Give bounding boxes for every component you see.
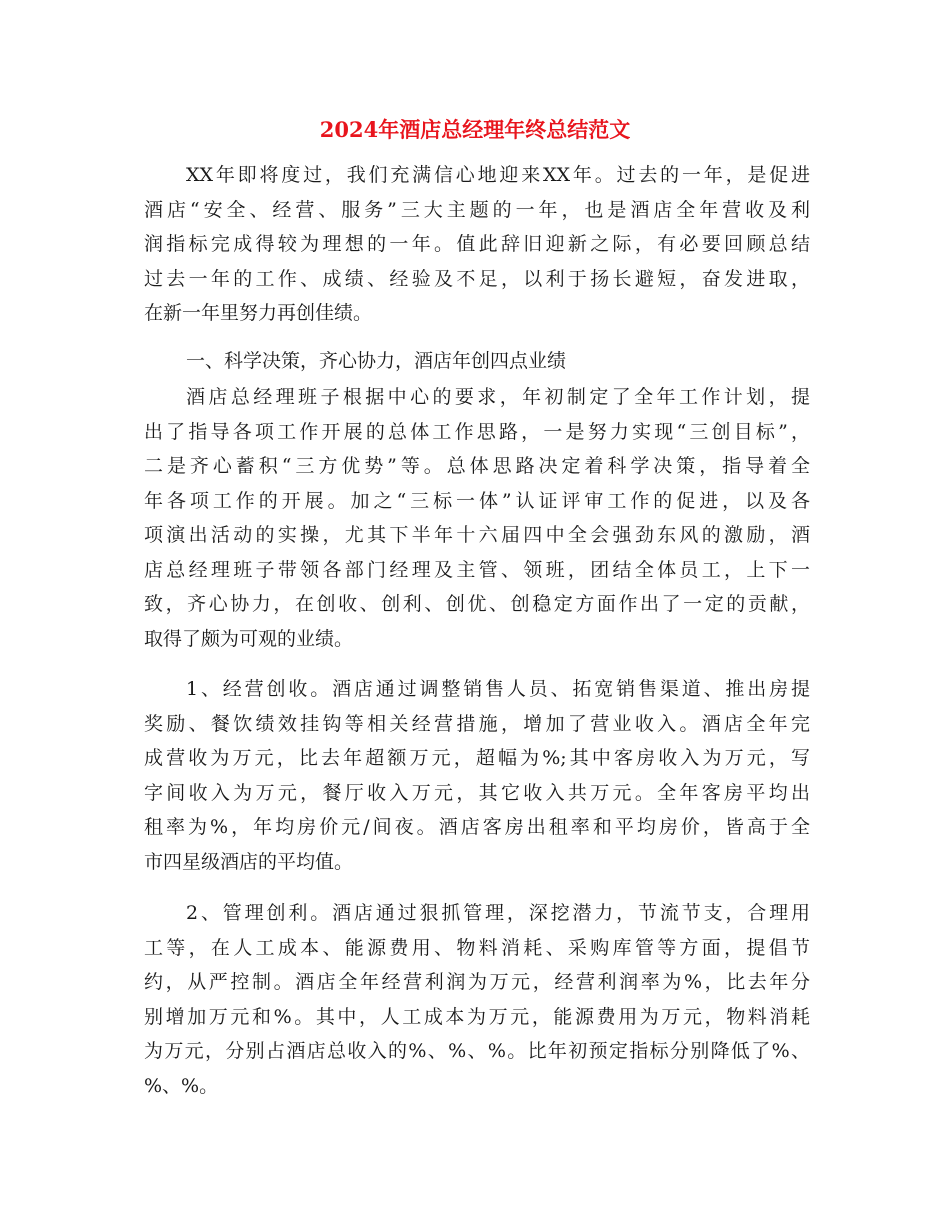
text-line: 一、科学决策，齐心协力，酒店年创四点业绩 — [186, 350, 567, 372]
text-line: 过去一年的工作、成绩、经验及不足，以利于扬长避短，奋发进取， — [144, 267, 810, 290]
text-line: 致，齐心协力，在创收、创利、创优、创稳定方面作出了一定的贡献， — [144, 593, 810, 615]
text-line: 2、管理创利。酒店通过狠抓管理，深挖潜力，节流节支，合理用 — [186, 902, 810, 924]
text-line: 别增加万元和%。其中，人工成本为万元，能源费用为万元，物料消耗 — [144, 1005, 810, 1028]
document-title: 2024年酒店总经理年终总结范文 — [319, 117, 631, 142]
text-line: 店总经理班子带领各部门经理及主管、领班，团结全体员工，上下一 — [144, 558, 810, 581]
text-line: 1、经营创收。酒店通过调整销售人员、拓宽销售渠道、推出房提 — [186, 678, 810, 700]
text-line: 字间收入为万元，餐厅收入万元，其它收入共万元。全年客房平均出 — [144, 781, 810, 804]
paragraph-revenue — [144, 672, 810, 879]
text-line: 租率为%，年均房价元/间夜。酒店客房出租率和平均房价，皆高于全 — [144, 816, 810, 838]
text-line: 项演出活动的实操，尤其下半年十六届四中全会强劲东风的激励，酒 — [144, 524, 810, 546]
section-heading — [144, 344, 810, 379]
text-line: %、%。 — [144, 1074, 219, 1097]
text-line: 润指标完成得较为理想的一年。值此辞旧迎新之际，有必要回顾总结 — [144, 233, 810, 255]
paragraph-intro — [144, 158, 810, 331]
text-line: 成营收为万元，比去年超额万元，超幅为%;其中客房收入为万元，写 — [144, 747, 810, 769]
text-line: 二是齐心蓄积“三方优势”等。总体思路决定着科学决策，指导着全 — [144, 455, 810, 477]
paragraph-decision — [144, 380, 810, 656]
text-line: 市四星级酒店的平均值。 — [144, 850, 354, 873]
text-line: 出了指导各项工作开展的总体工作思路，一是努力实现“三创目标”， — [144, 420, 810, 443]
text-line: 酒店“安全、经营、服务”三大主题的一年，也是酒店全年营收及利 — [144, 198, 810, 221]
text-line: 约，从严控制。酒店全年经营利润为万元，经营利润率为%，比去年分 — [144, 971, 810, 993]
text-line: XX年即将度过，我们充满信心地迎来XX年。过去的一年，是促进 — [186, 164, 810, 186]
text-line: 取得了颇为可观的业绩。 — [144, 627, 354, 650]
paragraph-profit — [144, 896, 810, 1103]
text-line: 在新一年里努力再创佳绩。 — [144, 302, 373, 324]
text-line: 奖励、餐饮绩效挂钩等相关经营措施，增加了营业收入。酒店全年完 — [144, 712, 810, 735]
text-line: 为万元，分别占酒店总收入的%、%、%。比年初预定指标分别降低了%、 — [144, 1040, 810, 1062]
text-line: 工等，在人工成本、能源费用、物料消耗、采购库管等方面，提倡节 — [144, 936, 810, 959]
text-line: 年各项工作的开展。加之“三标一体”认证评审工作的促进，以及各 — [144, 489, 810, 512]
text-line: 酒店总经理班子根据中心的要求，年初制定了全年工作计划，提 — [186, 386, 810, 408]
